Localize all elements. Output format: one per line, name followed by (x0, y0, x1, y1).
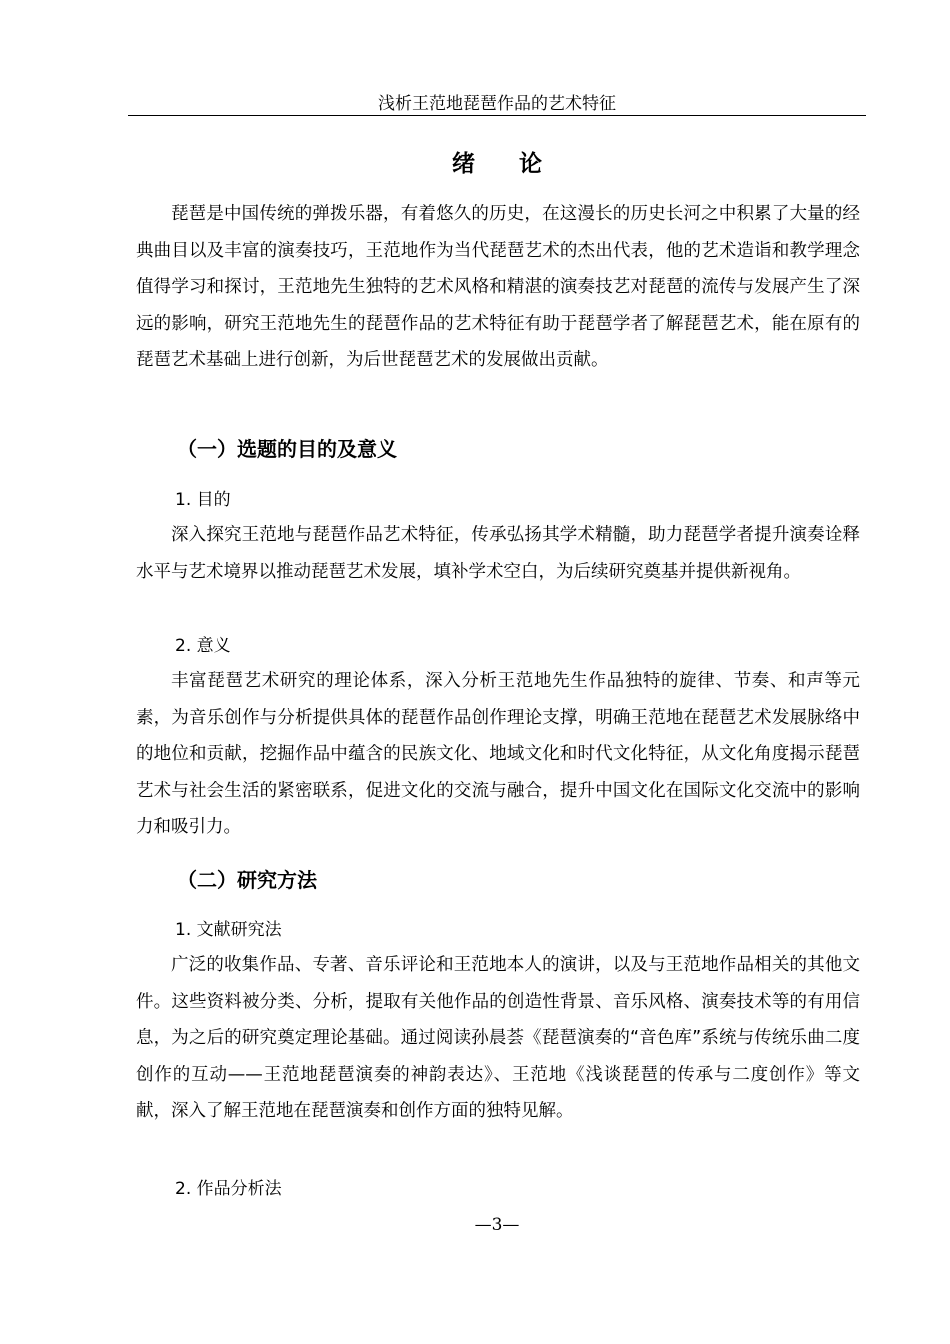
page-number: —3— (474, 1215, 520, 1235)
header-divider (128, 115, 866, 116)
subheading-purpose: 1. 目的 (175, 490, 231, 510)
section-heading-methods: （二）研究方法 (177, 868, 317, 892)
subheading-significance: 2. 意义 (175, 636, 231, 656)
subheading-work-analysis: 2. 作品分析法 (175, 1179, 282, 1199)
literature-method-paragraph: 广泛的收集作品、专著、音乐评论和王范地本人的演讲，以及与王范地作品相关的其他文件。这些资料被分类、分析，提取有关他作品的创造性背景、音乐风格、演奏技术等的有用信息，为之后的研究奠定理论基础。通过阅读孙晨荟《琵琶演奏的“音色库”系统与传统乐曲二度创作的互动——王范地琵琶演奏的神韵表达》、王范地《浅谈琵琶的传承与二度创作》等文献，深入了解王范地在琵琶演奏和创作方面的独特见解。 (136, 955, 860, 1122)
running-header: 浅析王范地琵琶作品的艺术特征 (378, 94, 616, 114)
intro-paragraph: 琵琶是中国传统的弹拨乐器，有着悠久的历史，在这漫长的历史长河之中积累了大量的经典曲目以及丰富的演奏技巧，王范地作为当代琵琶艺术的杰出代表，他的艺术造诣和教学理念值得学习和探讨，王范地先生独特的艺术风格和精湛的演奏技艺对琵琶的流传与发展产生了深远的影响，研究王范地先生的琵琶作品的艺术特征有助于琵琶学者了解琵琶艺术，能在原有的琵琶艺术基础上进行创新，为后世琵琶艺术的发展做出贡献。 (136, 204, 860, 371)
significance-paragraph: 丰富琵琶艺术研究的理论体系，深入分析王范地先生作品独特的旋律、节奏、和声等元素，为音乐创作与分析提供具体的琵琶作品创作理论支撑，明确王范地在琵琶艺术发展脉络中的地位和贡献，挖掘作品中蕴含的民族文化、地域文化和时代文化特征，从文化角度揭示琵琶艺术与社会生活的紧密联系，促进文化的交流与融合，提升中国文化在国际文化交流中的影响力和吸引力。 (136, 671, 860, 838)
purpose-paragraph: 深入探究王范地与琵琶作品艺术特征，传承弘扬其学术精髓，助力琵琶学者提升演奏诠释水平与艺术境界以推动琵琶艺术发展，填补学术空白，为后续研究奠基并提供新视角。 (136, 525, 860, 582)
section-heading-purpose: （一）选题的目的及意义 (177, 437, 397, 461)
chapter-title: 绪论 (452, 151, 586, 177)
subheading-literature-method: 1. 文献研究法 (175, 920, 282, 940)
